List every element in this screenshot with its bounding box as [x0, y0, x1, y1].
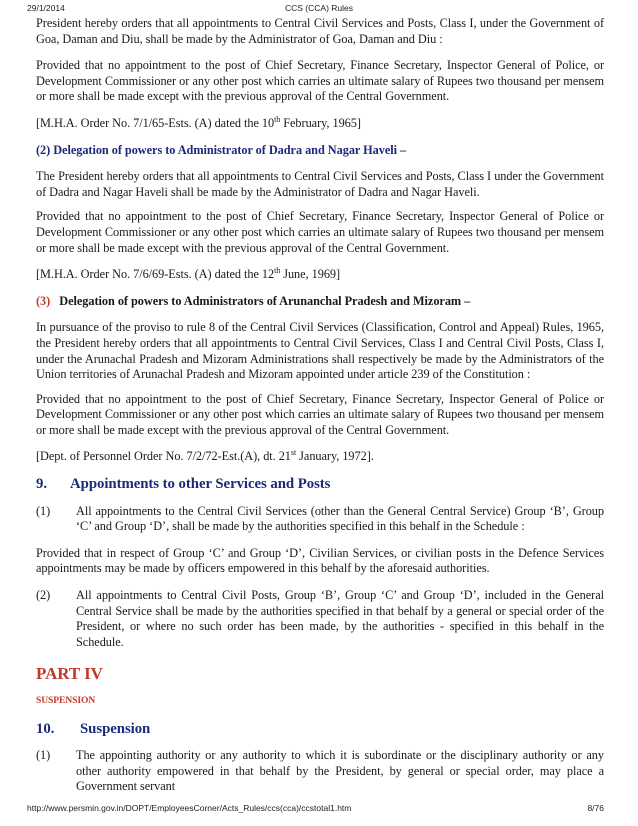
- list-item: (1) The appointing authority or any authority to which it is subordinate or the disciplinary authority or any other authority empowered in that behalf by the President, by general or special order, may place a Government servant: [36, 748, 604, 794]
- list-item: (1) All appointments to the Central Civil Services (other than the General Central Service) Group ‘B’, Group ‘C’ and Group ‘D’, shall be made by the authorities specified in this behalf in the Schedule :: [36, 503, 604, 534]
- section-heading: 10. Suspension: [36, 720, 151, 737]
- page-number: 8/76: [587, 803, 604, 813]
- source-url[interactable]: http://www.persmin.gov.in/DOPT/EmployeesCorner/Acts_Rules/ccs(cca)/ccstotal1.htm: [27, 803, 352, 813]
- print-date: 29/1/2014: [27, 3, 65, 13]
- section-heading: 9. Appointments to other Services and Posts: [36, 476, 331, 493]
- part-heading: PART IV: [36, 664, 103, 684]
- document-body: [36, 16, 604, 795]
- page-header: [0, 3, 638, 15]
- paragraph: The President hereby orders that all appointments to Central Civil Services and Posts, Class I under the Government of Dadra and Nagar Haveli shall be made by the Administrator of Dadra and Nagar Haveli.: [36, 169, 604, 199]
- document-title: CCS (CCA) Rules: [284, 3, 353, 13]
- paragraph: Provided that no appointment to the post of Chief Secretary, Finance Secretary, Inspector General of Police, or Development Commissioner or any other post which carries an ultimate salary of Rupees two thousand per mensem or more shall be made except with the previous approval of the Central Government.: [36, 58, 604, 104]
- page-footer: [0, 803, 638, 815]
- subsection-heading: (2) Delegation of powers to Administrator of Dadra and Nagar Haveli –: [36, 142, 407, 157]
- list-item: (2) All appointments to Central Civil Posts, Group ‘B’, Group ‘C’ and Group ‘D’, included in the General Central Service shall be made by the authorities specified in that behalf by a general or special order of the President, or where no such order has been made, by the authorities - specified in this behalf in the Schedule.: [36, 588, 604, 649]
- paragraph: President hereby orders that all appointments to Central Civil Services and Posts, Class I, under the Government of Goa, Daman and Diu, shall be made by the Administrator of Goa, Daman and Diu :: [36, 16, 604, 46]
- paragraph: Provided that no appointment to the post of Chief Secretary, Finance Secretary, Inspector General of Police or Development Commissioner or any other post which carries an ultimate salary of Rupees two thousand per mensem or more shall be made except with the previous approval of the Central Government.: [36, 391, 604, 437]
- order-citation: [M.H.A. Order No. 7/1/65-Ests. (A) dated the 10th February, 1965]: [36, 114, 361, 130]
- paragraph: Provided that no appointment to the post of Chief Secretary, Finance Secretary, Inspector General of Police or Development Commissioner or any other post which carries an ultimate salary of Rupees two thousand per mensem or more shall be made except with the previous approval of the Central Government.: [36, 209, 604, 255]
- order-citation: [M.H.A. Order No. 7/6/69-Ests. (A) dated the 12th June, 1969]: [36, 266, 341, 282]
- paragraph: In pursuance of the proviso to rule 8 of the Central Civil Services (Classification, Control and Appeal) Rules, 1965, the President hereby orders that all appointments to Central Civil Services, Class I and Central Civil Posts, Class I, under the Arunachal Pradesh and Mizoram Administrations shall respectively be made by the Administrators of the Union territories of Arunachal Pradesh and Mizoram appointed under article 239 of the Constitution :: [36, 320, 604, 382]
- subsection-heading: (3) Delegation of powers to Administrators of Arunanchal Pradesh and Mizoram –: [36, 293, 471, 308]
- order-citation: [Dept. of Personnel Order No. 7/2/72-Est.(A), dt. 21st January, 1972].: [36, 448, 374, 464]
- part-subheading: SUSPENSION: [36, 696, 96, 706]
- paragraph: Provided that in respect of Group ‘C’ and Group ‘D’, Civilian Services, or civilian posts in the Defence Services appointments may be made by officers empowered in this behalf by the aforesaid authorities.: [36, 545, 604, 576]
